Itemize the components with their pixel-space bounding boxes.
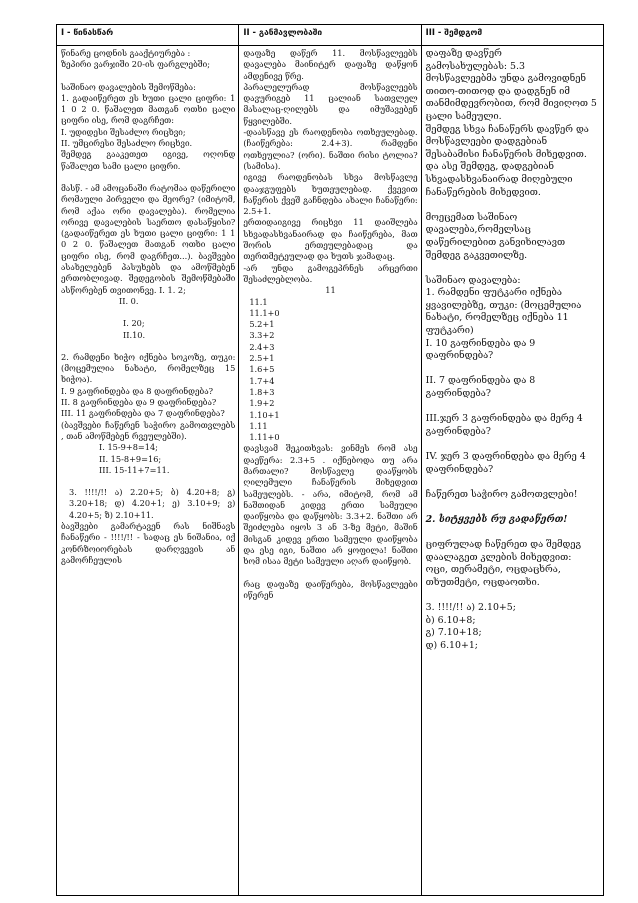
task-3: 3. !!!!/!! ა) 2.20+5; ბ) 4.20+8; გ) 3.20+18; დ) 4.20+1; ე) 3.10+9; ვ) 4.20+5; ზ) 2.10+11. xyxy=(69,487,236,520)
decomposition-line: 2.5+1 xyxy=(249,353,275,364)
spacer xyxy=(61,307,235,318)
task-line: III.ჯერ 3 გაფრინდება და მერე 4 გაფრინდება? xyxy=(425,413,583,437)
text-line: ოცი, თერამეტი, ოცდაცხრა, თხუთმეტი, ოცდაოთხი. xyxy=(425,564,561,588)
text-paragraph: რაც დაფაზე დაიწერება, მოსწავლეები იწერენ xyxy=(243,578,418,600)
task-2: 2. რამდენი ხიჭო იქნება სოკოზე, თუკი: (მოცემულია ნახატი, რომელზეც 15 ხიჭოა). xyxy=(61,351,236,385)
decomposition-line: 11.1 xyxy=(249,296,268,307)
equation-line: III. 15-11+7=11. xyxy=(99,464,170,475)
decomposition-line: 1.7+4 xyxy=(249,375,275,386)
task-line: გ) 7.10+18; xyxy=(425,627,482,639)
spacer xyxy=(426,438,600,451)
spacer xyxy=(426,590,600,603)
decomposition-line: 1.9+2 xyxy=(249,398,275,409)
text-paragraph: ციფრულად ჩაწერეთ და შემდეგ დაალაგეთ კლების მიხედვით: xyxy=(425,539,582,563)
text-line: საშინაო დავალების შემოწმება: xyxy=(61,81,196,92)
spacer xyxy=(61,71,235,82)
header-before: I - წინასწარ xyxy=(57,25,239,46)
column-before xyxy=(57,46,239,896)
header-after: III - შემდგომ xyxy=(421,25,603,46)
text-paragraph: ერთიდაიგივე რიცხვი 11 დაიშლება სხვადასხვანაირად და ჩაიწერება, მათ შორის ერთეულებადაც და თერთმეტეულად და ხუთს ჯამადაც. xyxy=(243,217,418,262)
text-paragraph: მასწ. - ამ ამოცანაში რატომაა დაწერილი რომაული პირველი და მეორე? (იმიტომ, რომ აქაა ორი დავალება). რომელია ორივე დავალების საერთო დასაწყისი? (გადაიწერეთ ეს ხუთი ცალი ციფრი: 1 1 0 2 0. წაშალეთ მათგან ოთხი ცალი ციფრი ისე, რომ დაგრჩეთ...). ბავშვები ასახელებენ პასუხებს და ამოწმებენ ერთობლივად. შედეგობის შემოწმებაში ასწორებენ თვითონვე. I. 1. 2; xyxy=(61,182,236,295)
text-paragraph: შემდეგ სხვა ჩანაწერს დავწერ და მოსწავლეები დადგებიან შესაბამისი ჩანაწერის მიხედვით. xyxy=(425,123,589,160)
task-line: ბ) 6.10+8; xyxy=(425,614,476,626)
answer-line: I. 20; xyxy=(123,318,145,329)
text-paragraph: მოეცემათ საშინაო დავალება,რომელსაც დაწერილებით განვიხილავთ შემდეგ გაკვეთილზე. xyxy=(425,211,566,261)
answer-line: II.10. xyxy=(123,329,146,340)
text-paragraph: -დაასწავე ეს რაოდენობა ოთხეულებად. (ჩაიწერება: 2.4+3). რამდენი ოთხეულია? (ორი). ნაშთი რისი ტოლია? (სამისა). xyxy=(243,127,418,171)
lesson-plan-table xyxy=(56,24,604,896)
decomposition-line: 1.8+3 xyxy=(249,386,275,397)
text-line: I. უდიდესი შესაძლო რიცხვი; xyxy=(61,126,186,137)
spacer xyxy=(61,341,235,352)
text-paragraph: მოსწავლეებმა უნდა გამოვიდნენ თითო-თითოდ და დადგნენ იმ თანმიმდევრობით, რომ მივიღოთ 5 ცალი სამეული. xyxy=(425,73,597,122)
spacer xyxy=(426,363,600,376)
text-line: (ბავშვები ჩაწერენ საჭირო გამოთვლებს , თან ამოწმებენ რვეულებში). xyxy=(61,419,236,441)
spacer xyxy=(61,476,235,487)
text-line: ჩაწერეთ საჭირო გამოთვლები! xyxy=(425,488,578,500)
spacer xyxy=(243,568,417,579)
number-line: 11 xyxy=(325,285,336,296)
spacer xyxy=(61,172,235,183)
spacer xyxy=(426,401,600,414)
task-1: 1. გადაიწერეთ ეს ხუთი ცალი ციფრი: 1 1 0 2 0. წაშალეთ მათგან ოთხი ცალი ციფრი ისე, რომ დაგრჩეთ: xyxy=(61,92,236,126)
spacer xyxy=(426,262,600,275)
spacer xyxy=(426,199,600,212)
task-line: IV. ჯერ 3 დაფრინდება და მერე 4 დაფრინდება? xyxy=(425,451,586,475)
decomposition-line: 2.4+3 xyxy=(249,341,275,352)
text-paragraph: და ასე შემდეგ, დადგებიან სხვადასხვანაირად მიღებული ჩანაწერების მიხედვით. xyxy=(425,161,573,198)
spacer xyxy=(426,476,600,489)
equation-line: I. 15-9+8=14; xyxy=(99,442,158,453)
decomposition-line: 1.11 xyxy=(249,420,268,431)
task-line: I. 10 გაფრინდება და 9 დაფრინდება? xyxy=(425,337,536,362)
text-line: II. უმცირესი შესაძლო რიცხვი. xyxy=(61,138,193,149)
task-line: I. 9 გაფრინდება და 8 დაფრინდება? xyxy=(61,385,214,396)
header-row xyxy=(57,25,604,46)
column-during xyxy=(239,46,421,896)
text-paragraph: დავსვამ შეკითხვას: ვინმეს რომ ასე დაეწერა: 2.3+5 . იქნებოდა თუ არა მართალი? მოსწავლე დააწყობს ღილემული ჩანაწერის მიხედვით სამეულებს. - არა, იმიტომ, რომ ამ ნაშთიდან კიდევ ერთი სამეული დაიწყობა და დაწყობს: 3.3+2. ნაშთი არ შეიძლება იყოს 3 ან 3-ზე მეტი, მაშინ მისგან კიდევ ერთი სამეული დაიწყობა და ესე იგი, ნაშთი არ ყოფილა! ნაშთი ხომ ისაა მეტი სამეული აღარ დაიწყობ. xyxy=(243,443,418,567)
homework-task-2: 2. სიტყვებს რუ გადაწერთ! xyxy=(425,513,568,525)
answer-line: II. 0. xyxy=(119,295,139,306)
text-paragraph: -არ უნდა გამოგეპრნეს არცერთი შესაძლებლობა. xyxy=(243,262,418,284)
spacer xyxy=(426,501,600,514)
text-line: წინარე ცოდნის გააქტიურება : xyxy=(61,48,191,58)
equation-line: II. 15-8+9=16; xyxy=(99,453,162,464)
homework-task-1: 1. რამდენი ფუტკარი იქნება ყვავილებზე, თუკი: (მოცემულია ნახატი, რომელზეც იქნება 11 ფუტკარი) xyxy=(425,287,582,337)
text-paragraph: დაფაზე დაწერ 11. მოსწავლეებს დავალება მაინიტერ დაფაზე დაწყონ ამდენივე წრე. xyxy=(243,48,418,81)
homework-task-3: 3. !!!!/!! ა) 2.10+5; xyxy=(425,602,516,614)
text-paragraph: იგივე რაოდენობას სხვა მოსწავლე დააჯგუფებს ხუთეულებად. ქვევით ჩაწერის ქვეშ გაჩნდება ახალი ჩანაწერი: 2.5+1. xyxy=(243,172,418,217)
task-line: II. 8 გაფრინდება და 9 დაფრინდება? xyxy=(61,397,217,408)
text-paragraph: პარალელურად მოსწავლეებს დავურიგებ 11 ცალიან სათვლელ მასალაც-ღილებს და იმუშავებენ წყვილებში. xyxy=(243,81,418,126)
task-line: დ) 6.10+1; xyxy=(425,639,478,651)
text-line: გამოსახულებას: 5.3 xyxy=(425,60,525,72)
decomposition-line: 11.1+0 xyxy=(249,307,280,318)
text-line: შემდეგ გააკეთეთ იგივე, ოღონდ წაშალეთ სამი ცალი ციფრი. xyxy=(61,149,236,171)
content-row xyxy=(57,46,604,896)
spacer xyxy=(426,527,600,540)
decomposition-line: 1.11+0 xyxy=(249,432,280,443)
decomposition-line: 3.3+2 xyxy=(249,330,275,341)
decomposition-line: 1.10+1 xyxy=(249,409,280,420)
worksheet-page xyxy=(56,24,604,896)
text-line: დაფაზე დავწერ xyxy=(425,48,502,59)
text-paragraph: ბავშვები გამარტავენ რას ნიშნავს ჩანაწერი - !!!!/!! - სადაც ეს ნიშანია, იქ კონრზოიორებას დარღვევის ან გამორჩეულის xyxy=(61,520,236,565)
column-after xyxy=(421,46,603,896)
decomposition-line: 5.2+1 xyxy=(249,319,275,330)
decomposition-line: 1.6+5 xyxy=(249,364,275,375)
task-line: III. 11 გაფრინდება და 7 დაფრინდება? xyxy=(61,408,225,419)
task-line: II. 7 დაფრინდება და 8 გაფრინდება? xyxy=(425,375,536,400)
text-line: ზეპირი ვარჯიში 20-ის ფარგლებში; xyxy=(61,59,210,70)
homework-heading: საშინაო დავალება: xyxy=(425,274,521,286)
header-during: II - განმავლობაში xyxy=(239,25,421,46)
